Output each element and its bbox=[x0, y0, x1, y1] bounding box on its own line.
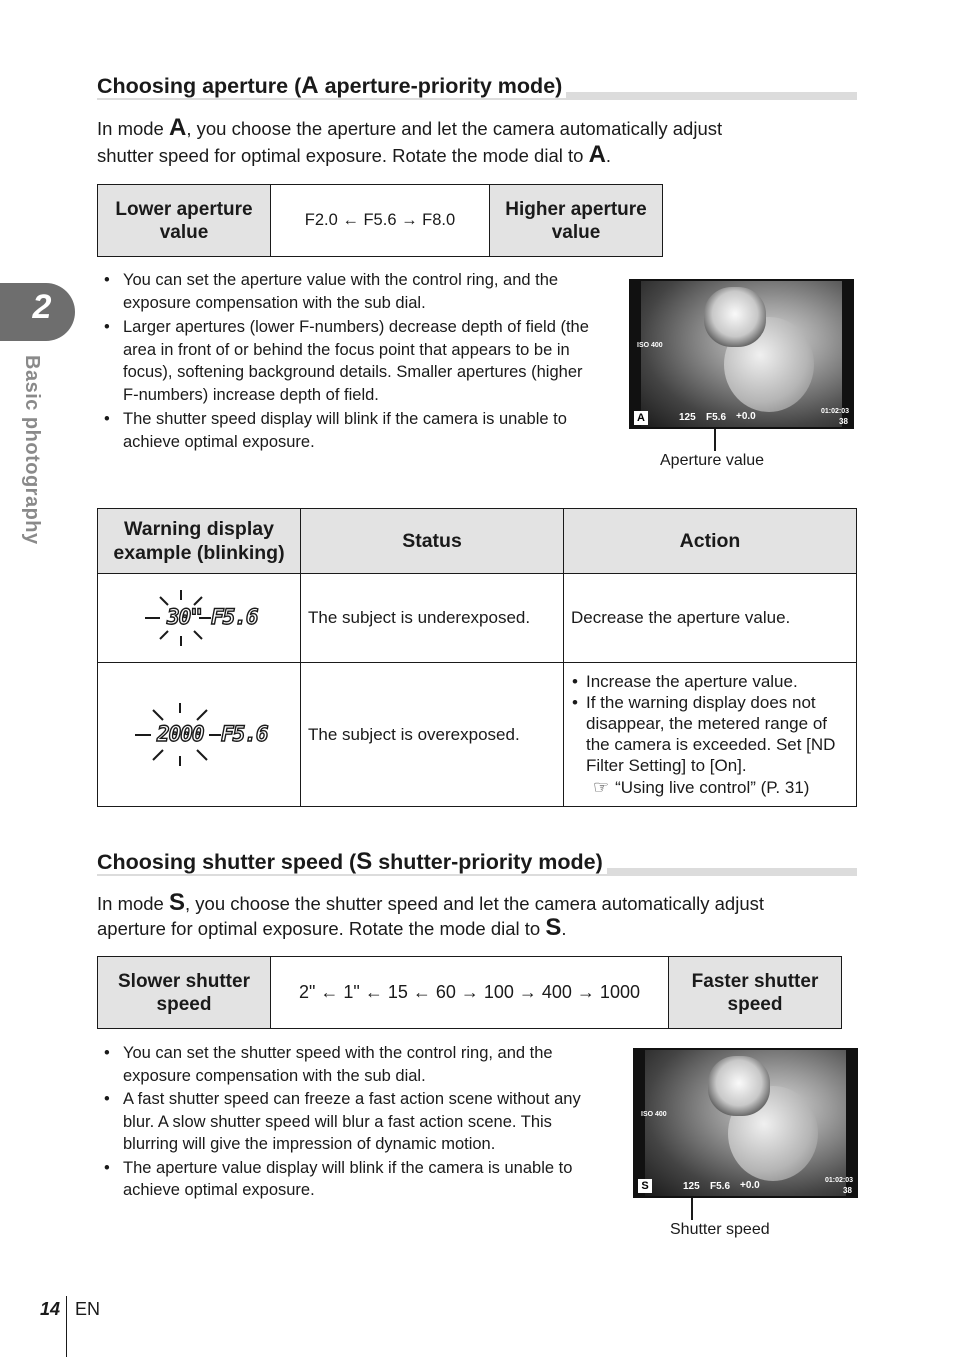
shutter-heading: Choosing shutter speed (S shutter-priority mode) bbox=[97, 848, 857, 878]
aperture-photo-caption: Aperture value bbox=[660, 452, 765, 469]
page-number: 14 bbox=[40, 1299, 61, 1319]
reference-text: “Using live control” (P. 31) bbox=[615, 777, 810, 797]
range-slow-cell: Slower shutter speed bbox=[98, 957, 271, 1029]
blinking-shutter-value: 2000 bbox=[157, 721, 204, 746]
aperture-display-value: F5.6 bbox=[221, 721, 268, 746]
range-values-cell: F2.0 ← F5.6 → F8.0 bbox=[271, 185, 490, 257]
puppy bbox=[708, 1056, 770, 1116]
bullet-item: • You can set the shutter speed with the control ring, and the exposure compensation with the sub dial. bbox=[97, 1042, 587, 1087]
iso-readout: ISO 400 bbox=[637, 342, 663, 349]
shutter-readout: 125 bbox=[679, 412, 696, 423]
shutter-readout: 125 bbox=[683, 1181, 700, 1192]
mode-s-icon: S bbox=[169, 889, 186, 916]
mode-s-icon: S bbox=[545, 914, 562, 941]
mode-a-icon: A bbox=[301, 72, 319, 99]
bullet-item: • The aperture value display will blink if the camera is unable to achieve optimal exposure. bbox=[97, 1157, 587, 1202]
reference-hand-icon: ☞ bbox=[593, 776, 610, 797]
aperture-intro: In mode A, you choose the aperture and let the camera automatically adjust shutter speed for optimal exposure. Rotate the mode dial to A. bbox=[97, 114, 723, 168]
bullet-item: • A fast shutter speed can freeze a fast action scene without any blur. A slow shutter speed will blur a fast action scene. This blurring will give the impression of dynamic motion. bbox=[97, 1088, 587, 1156]
range-fast-cell: Faster shutter speed bbox=[669, 957, 842, 1029]
action-item: • If the warning display does not disappear, the metered range of the camera is exceeded. Set [ND Filter Setting] to [On]. bbox=[571, 692, 855, 776]
aperture-readout: F5.6 bbox=[710, 1181, 731, 1192]
warning-display-overexposed bbox=[98, 663, 301, 807]
action-cell bbox=[564, 663, 857, 807]
shots-readout: 38 bbox=[839, 417, 848, 426]
bullet-item: • Larger apertures (lower F-numbers) decrease depth of field (the area in front of or behind the focus point that appears to be in focus), softening background details. Smaller apertures (higher F-numbers) increase depth of field. bbox=[97, 316, 592, 406]
mode-indicator: A bbox=[634, 411, 648, 425]
page-reference bbox=[571, 776, 855, 799]
action-item: • Increase the aperture value. bbox=[571, 671, 855, 692]
warning-display-underexposed bbox=[98, 574, 301, 663]
aperture-heading: Choosing aperture (A aperture-priority mode) bbox=[97, 72, 857, 102]
status-cell: The subject is overexposed. bbox=[301, 663, 564, 807]
iso-readout: ISO 400 bbox=[641, 1111, 667, 1118]
shutter-range-table bbox=[97, 956, 842, 1029]
exposure-readout: +0.0 bbox=[736, 411, 756, 422]
range-values-cell: 2" ← 1" ← 15 ← 60 → 100 → 400 → 1000 bbox=[271, 957, 669, 1029]
status-cell: The subject is underexposed. bbox=[301, 574, 564, 663]
range-low-cell: Lower aperture value bbox=[98, 185, 271, 257]
aperture-bullets bbox=[97, 269, 592, 453]
exposure-readout: +0.0 bbox=[740, 1180, 760, 1191]
shutter-camera-screen bbox=[633, 1048, 858, 1198]
language-label: EN bbox=[75, 1299, 101, 1319]
chapter-label: Basic photography bbox=[21, 355, 43, 545]
bullet-item: • You can set the aperture value with the control ring, and the exposure compensation with the sub dial. bbox=[97, 269, 592, 314]
puppy bbox=[704, 287, 766, 347]
shots-readout: 38 bbox=[843, 1186, 852, 1195]
header-status: Status bbox=[301, 509, 564, 574]
aperture-range-table bbox=[97, 184, 663, 257]
mode-indicator: S bbox=[638, 1179, 652, 1193]
mode-a-icon: A bbox=[588, 141, 606, 168]
caption-pointer bbox=[714, 429, 716, 451]
range-high-cell: Higher aperture value bbox=[490, 185, 663, 257]
caption-pointer bbox=[691, 1198, 693, 1220]
footer-divider bbox=[66, 1296, 67, 1357]
time-readout: 01:02:03 bbox=[825, 1177, 854, 1184]
header-action: Action bbox=[564, 509, 857, 574]
warning-table bbox=[97, 508, 857, 807]
time-readout: 01:02:03 bbox=[821, 408, 850, 415]
shutter-intro: In mode S, you choose the shutter speed and let the camera automatically adjust aperture for optimal exposure. Rotate the mode dial to S. bbox=[97, 889, 764, 941]
blinking-shutter-value: 30" bbox=[167, 605, 202, 629]
action-cell: Decrease the aperture value. bbox=[564, 574, 857, 663]
mode-s-icon: S bbox=[356, 848, 373, 875]
aperture-readout: F5.6 bbox=[706, 412, 727, 423]
chapter-number: 2 bbox=[32, 288, 52, 326]
shutter-bullets bbox=[97, 1042, 587, 1202]
aperture-display-value: F5.6 bbox=[211, 605, 258, 629]
header-display: Warning display example (blinking) bbox=[98, 509, 301, 574]
mode-a-icon: A bbox=[169, 114, 187, 141]
bullet-item: • The shutter speed display will blink if the camera is unable to achieve optimal exposure. bbox=[97, 408, 592, 453]
aperture-camera-screen bbox=[629, 279, 854, 429]
shutter-photo-caption: Shutter speed bbox=[670, 1221, 770, 1238]
